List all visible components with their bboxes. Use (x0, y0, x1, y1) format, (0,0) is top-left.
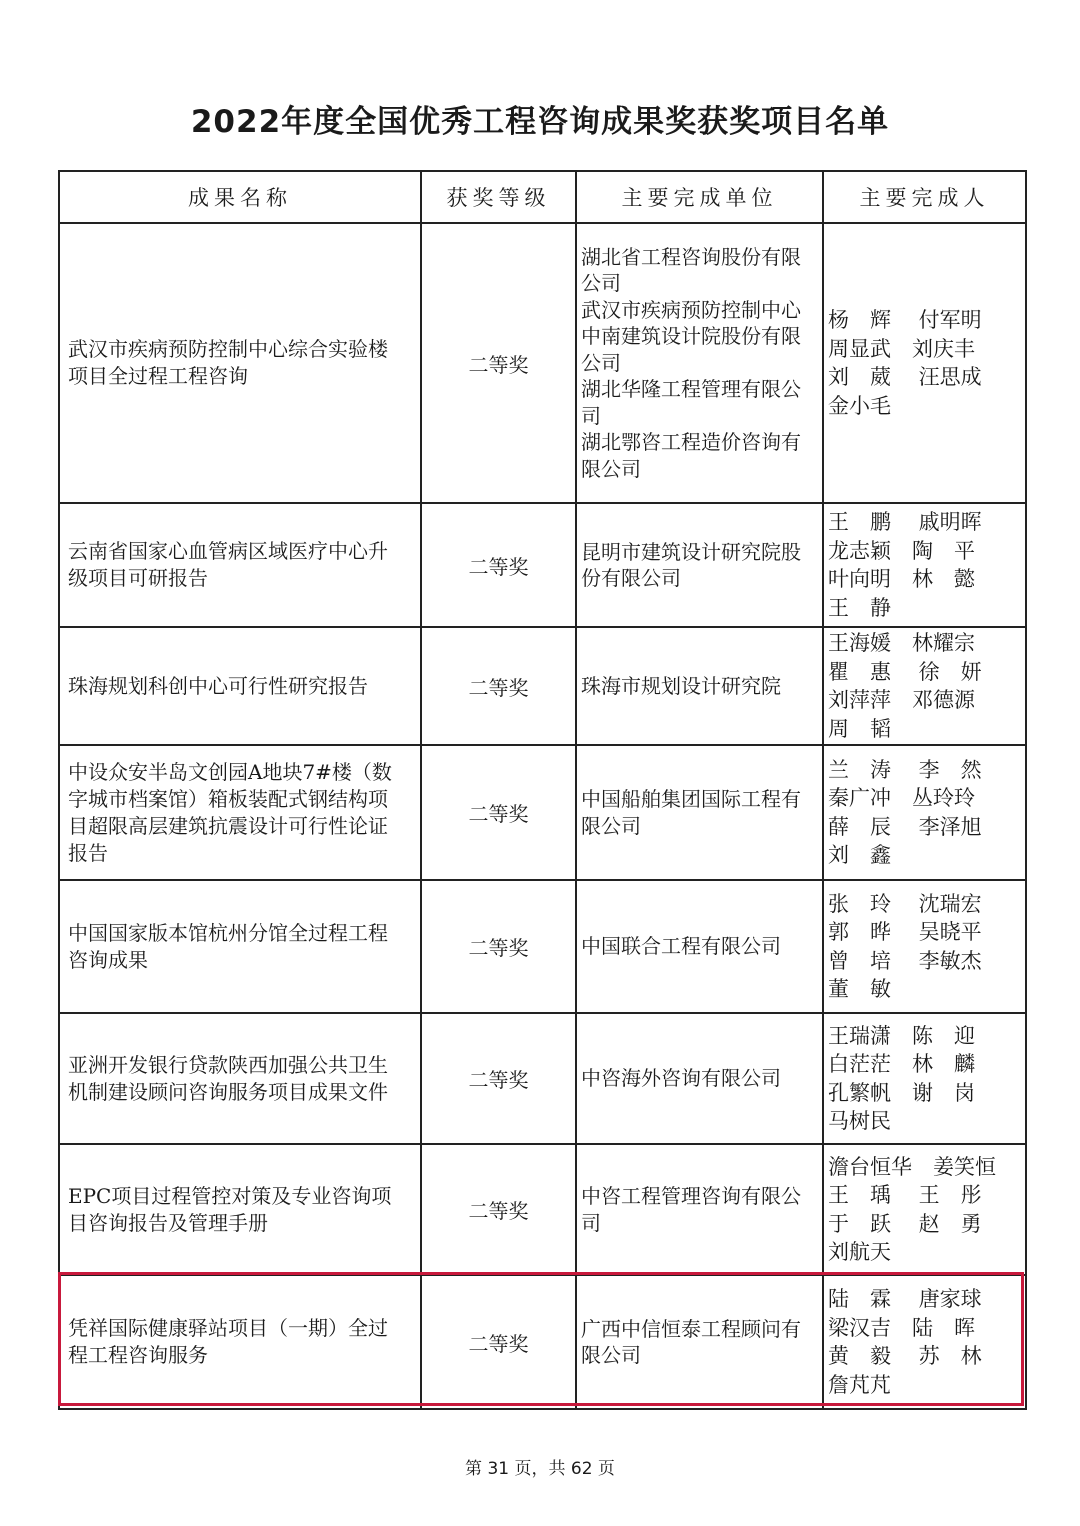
unit-line: 武汉市疾病预防控制中心 (581, 297, 801, 322)
unit-line: 司 (581, 1210, 601, 1235)
table-row (59, 745, 1026, 880)
people-line: 王 鹏 戚明晖 (828, 510, 982, 534)
people-line: 澹台恒华 姜笑恒 (828, 1154, 996, 1179)
people-line: 叶向明 林 懿 (828, 567, 975, 591)
name-line: 机制建设顾问咨询服务项目成果文件 (68, 1079, 388, 1104)
document-title: 2022年度全国优秀工程咨询成果奖获奖项目名单 (190, 104, 890, 140)
header-achievement-name: 成果名称 (59, 171, 421, 223)
award-level-cell: 二等奖 (421, 627, 576, 745)
main-people-cell (823, 1013, 1026, 1144)
award-level-cell: 二等奖 (421, 880, 576, 1013)
people-line: 于 跃 赵 勇 (828, 1211, 982, 1236)
unit-line: 中国联合工程有限公司 (581, 934, 781, 959)
table-body (59, 223, 1026, 1409)
name-line: 项目全过程工程咨询 (68, 364, 248, 388)
unit-line: 湖北华隆工程管理有限公 (581, 377, 801, 402)
table-row (59, 627, 1026, 745)
header-award-level: 获奖等级 (421, 171, 576, 223)
people-line: 陆 霖 唐家球 (828, 1287, 982, 1311)
table-header-row (59, 171, 1026, 223)
people-line: 王 静 (828, 595, 891, 620)
unit-line: 昆明市建筑设计研究院股 (581, 539, 801, 564)
name-line: 中国国家版本馆杭州分馆全过程工程 (68, 920, 388, 945)
people-line: 金小毛 (828, 393, 891, 418)
table-row (59, 1275, 1026, 1409)
main-people-cell (823, 880, 1026, 1013)
unit-line: 广西中信恒泰工程顾问有 (581, 1316, 801, 1341)
unit-line: 湖北鄂咨工程造价咨询有 (581, 430, 801, 455)
name-line: 程工程咨询服务 (68, 1343, 208, 1367)
main-people-cell (823, 627, 1026, 745)
main-people-cell (823, 745, 1026, 880)
people-line: 周显武 刘庆丰 (828, 336, 975, 361)
main-people-cell (823, 1144, 1026, 1275)
people-line: 王海媛 林耀宗 (828, 631, 975, 655)
name-line: 云南省国家心血管病区域医疗中心升 (68, 539, 388, 563)
award-level-cell: 二等奖 (421, 1275, 576, 1409)
people-line: 刘 葳 汪思成 (828, 365, 982, 389)
main-units-cell (576, 1275, 823, 1409)
people-line: 马树民 (828, 1109, 891, 1133)
unit-line: 珠海市规划设计研究院 (581, 673, 781, 698)
name-line: 凭祥国际健康驿站项目（一期）全过 (68, 1316, 388, 1340)
main-units-cell (576, 503, 823, 627)
unit-line: 限公司 (581, 1343, 641, 1367)
name-line: 武汉市疾病预防控制中心综合实验楼 (68, 337, 388, 361)
main-units-cell (576, 745, 823, 880)
people-line: 王瑞潇 陈 迎 (828, 1023, 975, 1048)
people-line: 刘航天 (828, 1240, 891, 1264)
table-row (59, 1144, 1026, 1275)
unit-line: 中咨工程管理咨询有限公 (581, 1184, 801, 1208)
people-line: 周 韬 (828, 716, 891, 741)
main-units-cell (576, 223, 823, 503)
people-line: 薛 辰 李泽旭 (828, 814, 982, 839)
header-main-units: 主要完成单位 (576, 171, 823, 223)
table-row (59, 1013, 1026, 1144)
unit-line: 限公司 (581, 813, 641, 838)
people-line: 黄 毅 苏 林 (828, 1344, 982, 1368)
unit-line: 份有限公司 (581, 566, 681, 590)
name-line: 亚洲开发银行贷款陕西加强公共卫生 (68, 1052, 388, 1077)
people-line: 董 敏 (828, 977, 891, 1001)
name-line: EPC项目过程管控对策及专业咨询项 (68, 1183, 392, 1208)
people-line: 王 瑀 王 彤 (828, 1183, 982, 1207)
name-line: 目超限高层建筑抗震设计可行性论证 (68, 813, 388, 838)
people-line: 梁汉吉 陆 晖 (828, 1315, 975, 1340)
main-units-cell (576, 1013, 823, 1144)
achievement-name-cell (59, 1275, 421, 1409)
people-line: 刘 鑫 (828, 843, 891, 867)
achievement-name-cell (59, 745, 421, 880)
achievement-name-cell (59, 880, 421, 1013)
award-level-cell: 二等奖 (421, 223, 576, 503)
people-line: 詹芃芃 (828, 1372, 891, 1397)
people-line: 曾 培 李敏杰 (828, 948, 982, 973)
name-line: 字城市档案馆）箱板装配式钢结构项 (68, 786, 388, 811)
achievement-name-cell (59, 223, 421, 503)
unit-line: 中咨海外咨询有限公司 (581, 1066, 781, 1091)
name-line: 咨询成果 (68, 947, 148, 972)
people-line: 瞿 惠 徐 妍 (828, 659, 982, 684)
people-line: 孔繁帆 谢 岗 (828, 1080, 975, 1105)
achievement-name-cell (59, 1013, 421, 1144)
unit-line: 公司 (581, 271, 621, 296)
table-row (59, 503, 1026, 627)
awards-table (58, 170, 1027, 1410)
award-level-cell: 二等奖 (421, 1144, 576, 1275)
award-level-cell: 二等奖 (421, 1013, 576, 1144)
main-units-cell (576, 627, 823, 745)
unit-line: 限公司 (581, 456, 641, 481)
main-units-cell (576, 1144, 823, 1275)
page-footer: 第 31 页，共 62 页 (465, 1459, 615, 1479)
unit-line: 司 (581, 403, 601, 428)
name-line: 中设众安半岛文创园A地块7#楼（数 (68, 759, 392, 784)
achievement-name-cell (59, 503, 421, 627)
unit-line: 中国船舶集团国际工程有 (581, 787, 801, 811)
people-line: 龙志颖 陶 平 (828, 538, 975, 563)
award-level-cell: 二等奖 (421, 503, 576, 627)
main-people-cell (823, 1275, 1026, 1409)
name-line: 目咨询报告及管理手册 (68, 1210, 268, 1235)
header-main-people: 主要完成人 (823, 171, 1026, 223)
people-line: 刘萍萍 邓德源 (828, 688, 975, 712)
name-line: 珠海规划科创中心可行性研究报告 (68, 673, 368, 698)
table-row (59, 223, 1026, 503)
people-line: 兰 涛 李 然 (828, 757, 982, 782)
people-line: 张 玲 沈瑞宏 (828, 891, 982, 916)
people-line: 郭 晔 吴晓平 (828, 920, 982, 944)
table-row (59, 880, 1026, 1013)
unit-line: 公司 (581, 350, 621, 375)
name-line: 级项目可研报告 (68, 566, 208, 590)
achievement-name-cell (59, 627, 421, 745)
unit-line: 湖北省工程咨询股份有限 (581, 244, 801, 269)
main-people-cell (823, 503, 1026, 627)
people-line: 杨 辉 付军明 (828, 308, 982, 332)
unit-line: 中南建筑设计院股份有限 (581, 324, 801, 349)
main-people-cell (823, 223, 1026, 503)
people-line: 秦广冲 丛玲玲 (828, 786, 975, 810)
name-line: 报告 (68, 840, 108, 865)
main-units-cell (576, 880, 823, 1013)
people-line: 白茫茫 林 麟 (828, 1052, 975, 1076)
achievement-name-cell (59, 1144, 421, 1275)
award-level-cell: 二等奖 (421, 745, 576, 880)
